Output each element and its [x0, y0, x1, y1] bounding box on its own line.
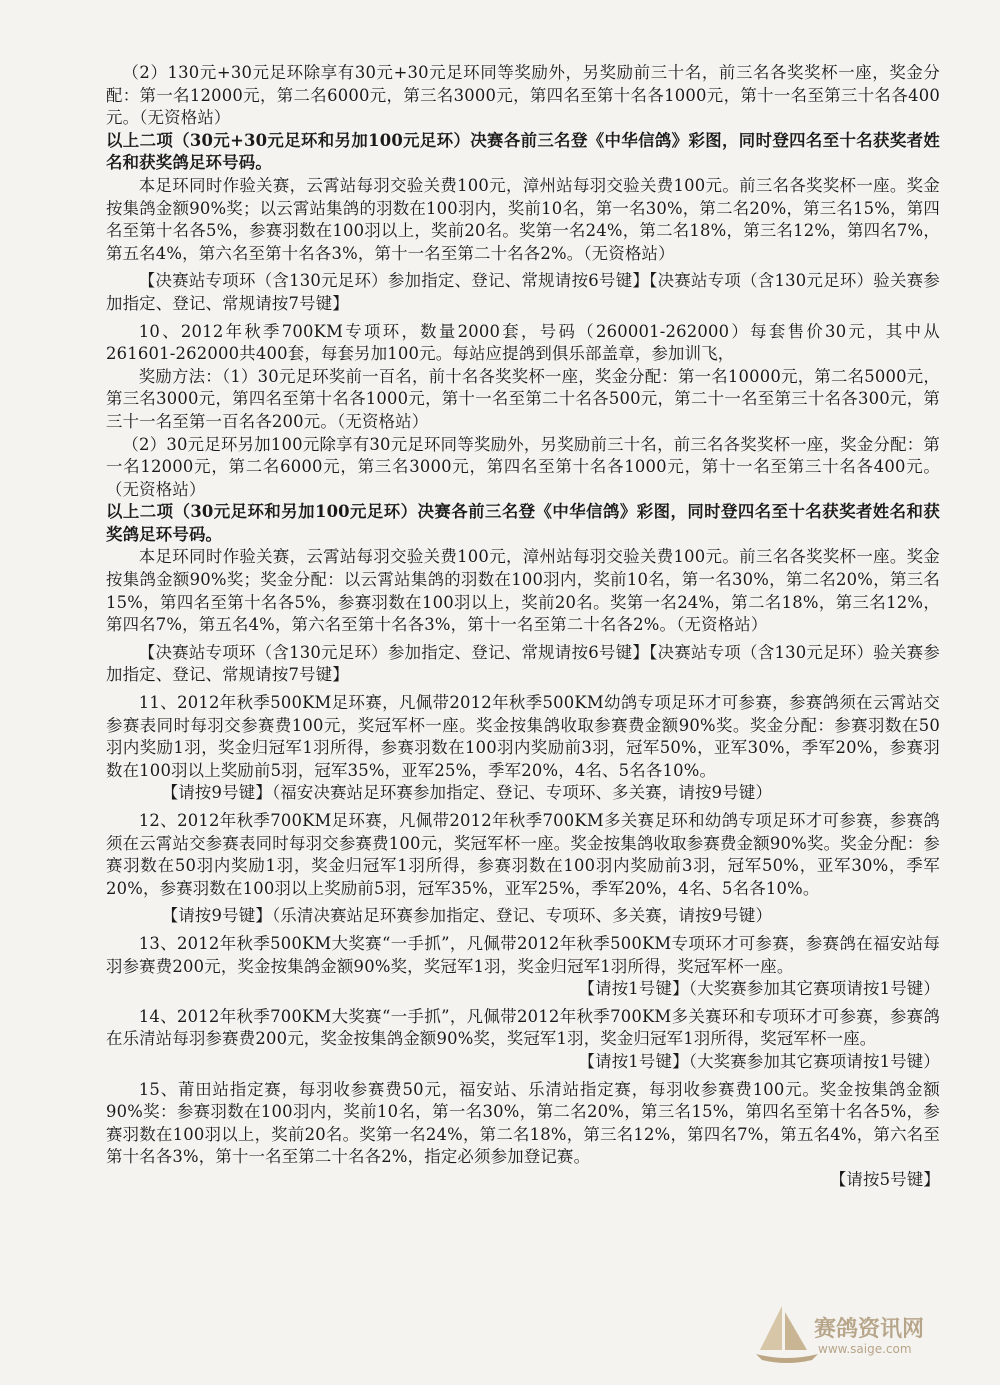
- paragraph: 本足环同时作验关赛，云霄站每羽交验关费100元，漳州站每羽交验关费100元。前三名各奖奖杯一座。奖金按集鸽金额90%奖；以云霄站集鸽的羽数在100羽内，奖前10名，第一名30%，第二名20%，第三名15%，第四名至第十名各5%，参赛羽数在100羽以上，奖前20名。奖第一名24%，第二名18%，第三名12%，第四名7%，第五名4%，第六名至第十名各3%，第十一名至第二十名各2%。（无资格站）: [106, 175, 940, 263]
- watermark-logo: [752, 1298, 952, 1368]
- paragraph: 15、莆田站指定赛，每羽收参赛费50元，福安站、乐清站指定赛，每羽收参赛费100元。奖金按集鸽金额90%奖：参赛羽数在100羽内，奖前10名，第一名30%，第二名20%，第三名15%，第四名至第十名各5%，参赛羽数在100羽以上，奖前20名。奖第一名24%，第二名18%，第三名12%，第四名7%，第五名4%，第六名至第十名各3%，第十一名至第二十名各2%，指定必须参加登记赛。: [106, 1079, 940, 1167]
- paragraph: 以上二项（30元足环和另加100元足环）决赛各前三名登《中华信鸽》彩图，同时登四名至十名获奖者姓名和获奖鸽足环号码。: [106, 502, 940, 544]
- paragraph: 【请按9号键】（乐清决赛站足环赛参加指定、登记、专项环、多关赛，请按9号键）: [161, 906, 773, 926]
- paragraph: 本足环同时作验关赛，云霄站每羽交验关费100元，漳州站每羽交验关费100元。前三名各奖奖杯一座。奖金按集鸽金额90%奖；奖金分配：以云霄站集鸽的羽数在100羽内，奖前10名，第一名30%，第二名20%，第三名15%，第四名至第十名各5%，参赛羽数在100羽以上，奖前20名。奖第一名24%，第二名18%，第三名12%，第四名7%，第五名4%，第六名至第十名各3%，第十一名至第二十名各2%。（无资格站）: [106, 547, 940, 635]
- paragraph: 【请按5号键】: [829, 1169, 940, 1189]
- paragraph: 14、2012年秋季700KM大奖赛“一手抓”，凡佩带2012年秋季700KM多关赛环和专项环才可参赛，参赛鸽在乐清站每羽参赛费200元，奖金按集鸽金额90%奖，奖冠军1羽，奖金归冠军1羽所得，奖冠军杯一座。: [106, 1006, 940, 1049]
- paragraph: 【决赛站专项环（含130元足环）参加指定、登记、常规请按6号键】【决赛站专项（含130元足环）验关赛参加指定、登记、常规请按7号键】: [106, 271, 940, 313]
- paragraph: （2）130元+30元足环除享有30元+30元足环同等奖励外，另奖励前三十名，前三名各奖奖杯一座，奖金分配：第一名12000元，第二名6000元，第三名3000元，第四名至第十名各1000元，第十一名至第三十名各400元。（无资格站）: [106, 63, 940, 128]
- paragraph: 10、2012年秋季700KM专项环，数量2000套，号码（260001-262000）每套售价30元，其中从261601-262000共400套，每套另加100元。每站应提鸽到俱乐部盖章，参加训飞，: [106, 321, 940, 364]
- paragraph: 13、2012年秋季500KM大奖赛“一手抓”，凡佩带2012年秋季500KM专项环才可参赛，参赛鸽在福安站每羽参赛费200元，奖金按集鸽金额90%奖，奖冠军1羽，奖金归冠军1羽所得，奖冠军杯一座。: [106, 933, 940, 976]
- sail-logo-icon: [752, 1298, 822, 1368]
- paragraph: 11、2012年秋季500KM足环赛，凡佩带2012年秋季500KM幼鸽专项足环才可参赛，参赛鸽须在云霄站交参赛表同时每羽交参赛费100元，奖冠军杯一座。奖金按集鸽收取参赛费金额90%奖。奖金分配：参赛羽数在50羽内奖励1羽，奖金归冠军1羽所得，参赛羽数在100羽内奖励前3羽，冠军50%，亚军30%，季军20%，参赛羽数在100羽以上奖励前5羽，冠军35%，亚军25%，季军20%，4名、5名各10%。: [106, 693, 940, 780]
- paragraph: 奖励方法：（1）30元足环奖前一百名，前十名各奖奖杯一座，奖金分配：第一名10000元，第二名5000元，第三名3000元，第四名至第十名各1000元，第十一名至第二十名各500元，第二十一名至第三十名各300元，第三十一名至第一百名各200元。（无资格站）: [106, 366, 940, 431]
- watermark-name: 赛鸽资讯网: [814, 1317, 925, 1342]
- paragraph: （2）30元足环另加100元除享有30元足环同等奖励外，另奖励前三十名，前三名各奖奖杯一座，奖金分配：第一名12000元，第二名6000元，第三名3000元，第四名至第十名各1000元，第十一名至第三十名各400元。（无资格站）: [106, 434, 940, 499]
- document-body: [106, 62, 940, 1192]
- paragraph: 【决赛站专项环（含130元足环）参加指定、登记、常规请按6号键】【决赛站专项（含130元足环）验关赛参加指定、登记、常规请按7号键】: [106, 642, 940, 685]
- paragraph: 【请按1号键】（大奖赛参加其它赛项请按1号键）: [578, 979, 940, 999]
- paragraph: 以上二项（30元+30元足环和另加100元足环）决赛各前三名登《中华信鸽》彩图，同时登四名至十名获奖者姓名和获奖鸽足环号码。: [106, 130, 940, 173]
- paragraph: 【请按9号键】（福安决赛站足环赛参加指定、登记、专项环、多关赛，请按9号键）: [161, 783, 773, 803]
- paragraph: 【请按1号键】（大奖赛参加其它赛项请按1号键）: [578, 1051, 940, 1071]
- watermark-url: www.saige.com: [818, 1342, 912, 1356]
- paragraph: 12、2012年秋季700KM足环赛，凡佩带2012年秋季700KM多关赛足环和幼鸽专项足环才可参赛，参赛鸽须在云霄站交参赛表同时每羽交参赛费100元，奖冠军杯一座。奖金按集鸽收取参赛费金额90%奖。奖金分配：参赛羽数在50羽内奖励1羽，奖金归冠军1羽所得，参赛羽数在100羽内奖励前3羽，冠军50%，亚军30%，季军20%，参赛羽数在100羽以上奖励前5羽，冠军35%，亚军25%，季军20%，4名、5名各10%。: [106, 811, 940, 898]
